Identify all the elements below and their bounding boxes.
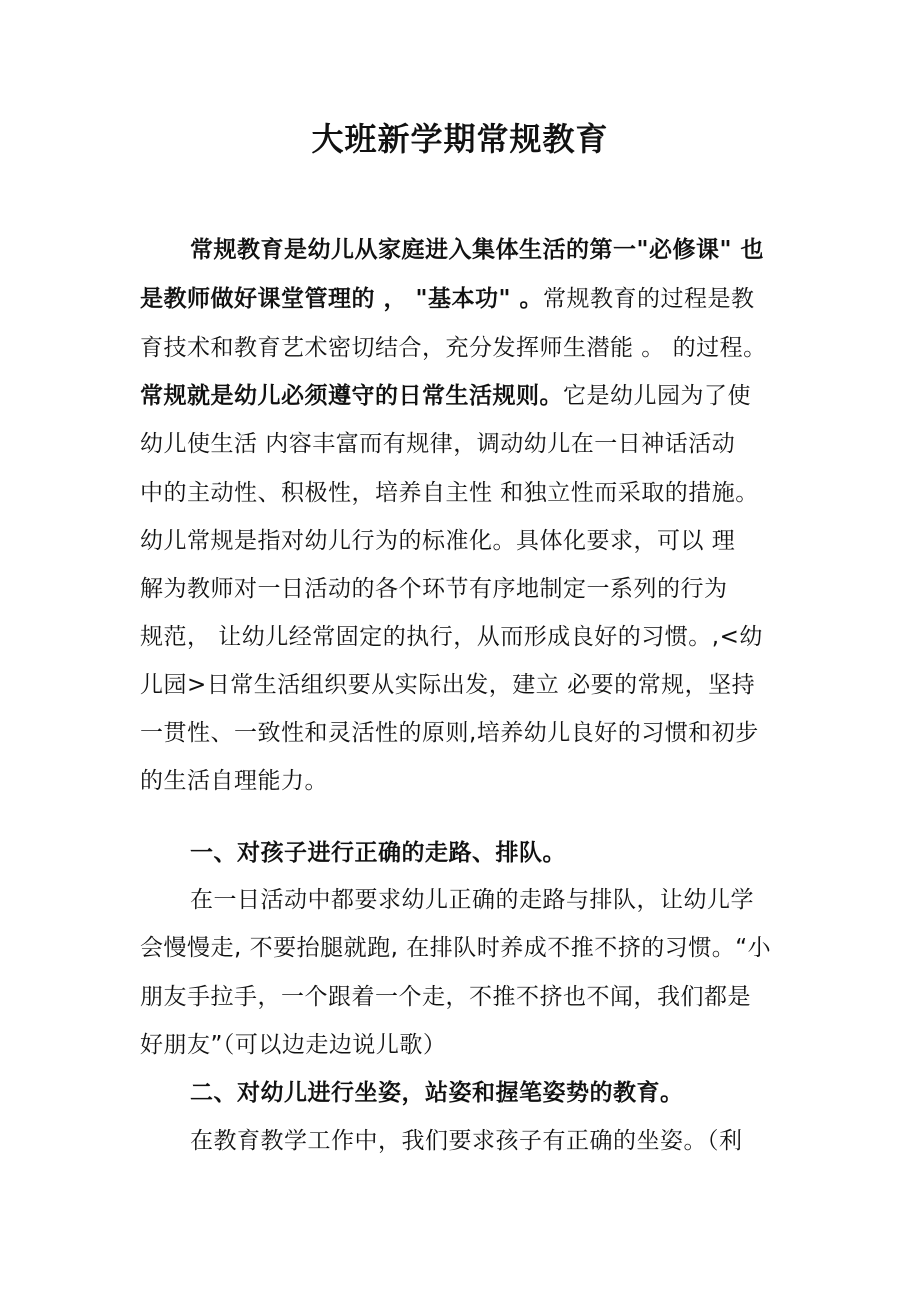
section1-heading: 一、对孩子进行正确的走路、排队。 <box>190 840 566 866</box>
document-title: 大班新学期常规教育 <box>311 120 609 158</box>
para1-line: 幼儿常规是指对幼儿行为的标准化。具体化要求，可以 理 <box>140 528 736 554</box>
para1-line: 规范， 让幼儿经常固定的执行，从而形成良好的习惯。,<幼 <box>140 624 763 650</box>
section1-line: 在一日活动中都要求幼儿正确的走路与排队，让幼儿学 <box>190 887 754 913</box>
para1-text: 它是幼儿园为了使 <box>563 383 751 409</box>
para1-text: 常规教育的过程是教 <box>543 286 755 312</box>
para1-line: 一贯性、一致性和灵活性的原则,培养幼儿良好的习惯和初步 <box>140 720 759 746</box>
para1-line: 幼儿使生活 内容丰富而有规律，调动幼儿在一日神话活动 <box>140 431 736 457</box>
para1-bold-text: 是教师做好课堂管理的 ， "基本功" 。 <box>140 286 543 312</box>
para1-line: 育技术和教育艺术密切结合，充分发挥师生潜能 。 的过程。 <box>140 335 767 361</box>
para1-line: 的生活自理能力。 <box>140 768 328 794</box>
section1-line: 朋友手拉手，一个跟着一个走，不推不挤也不闻，我们都是 <box>140 984 751 1010</box>
para1-line: 中的主动性、积极性，培养自主性 和独立性而采取的措施。 <box>140 480 759 506</box>
section2-heading: 二、对幼儿进行坐姿，站姿和握笔姿势的教育。 <box>190 1080 684 1106</box>
section1-line: 会慢慢走, 不要抬腿就跑, 在排队时养成不推不挤的习惯。“小 <box>140 935 772 961</box>
para1-line: 常规教育是幼儿从家庭进入集体生活的第一"必修课" 也 <box>190 237 764 263</box>
para1-line: 儿园>日常生活组织要从实际出发，建立 必要的常规，坚持 <box>140 672 756 698</box>
section1-line: 好朋友”（可以边走边说儿歌） <box>140 1032 447 1058</box>
para1-line: 解为教师对一日活动的各个环节有序地制定一系列的行为 <box>140 576 728 602</box>
para1-bold-text: 常规就是幼儿必须遵守的日常生活规则。 <box>140 383 563 409</box>
para1-line <box>140 284 800 314</box>
section2-line: 在教育教学工作中，我们要求孩子有正确的坐姿。（利 <box>190 1128 743 1154</box>
para1-line <box>140 381 800 411</box>
